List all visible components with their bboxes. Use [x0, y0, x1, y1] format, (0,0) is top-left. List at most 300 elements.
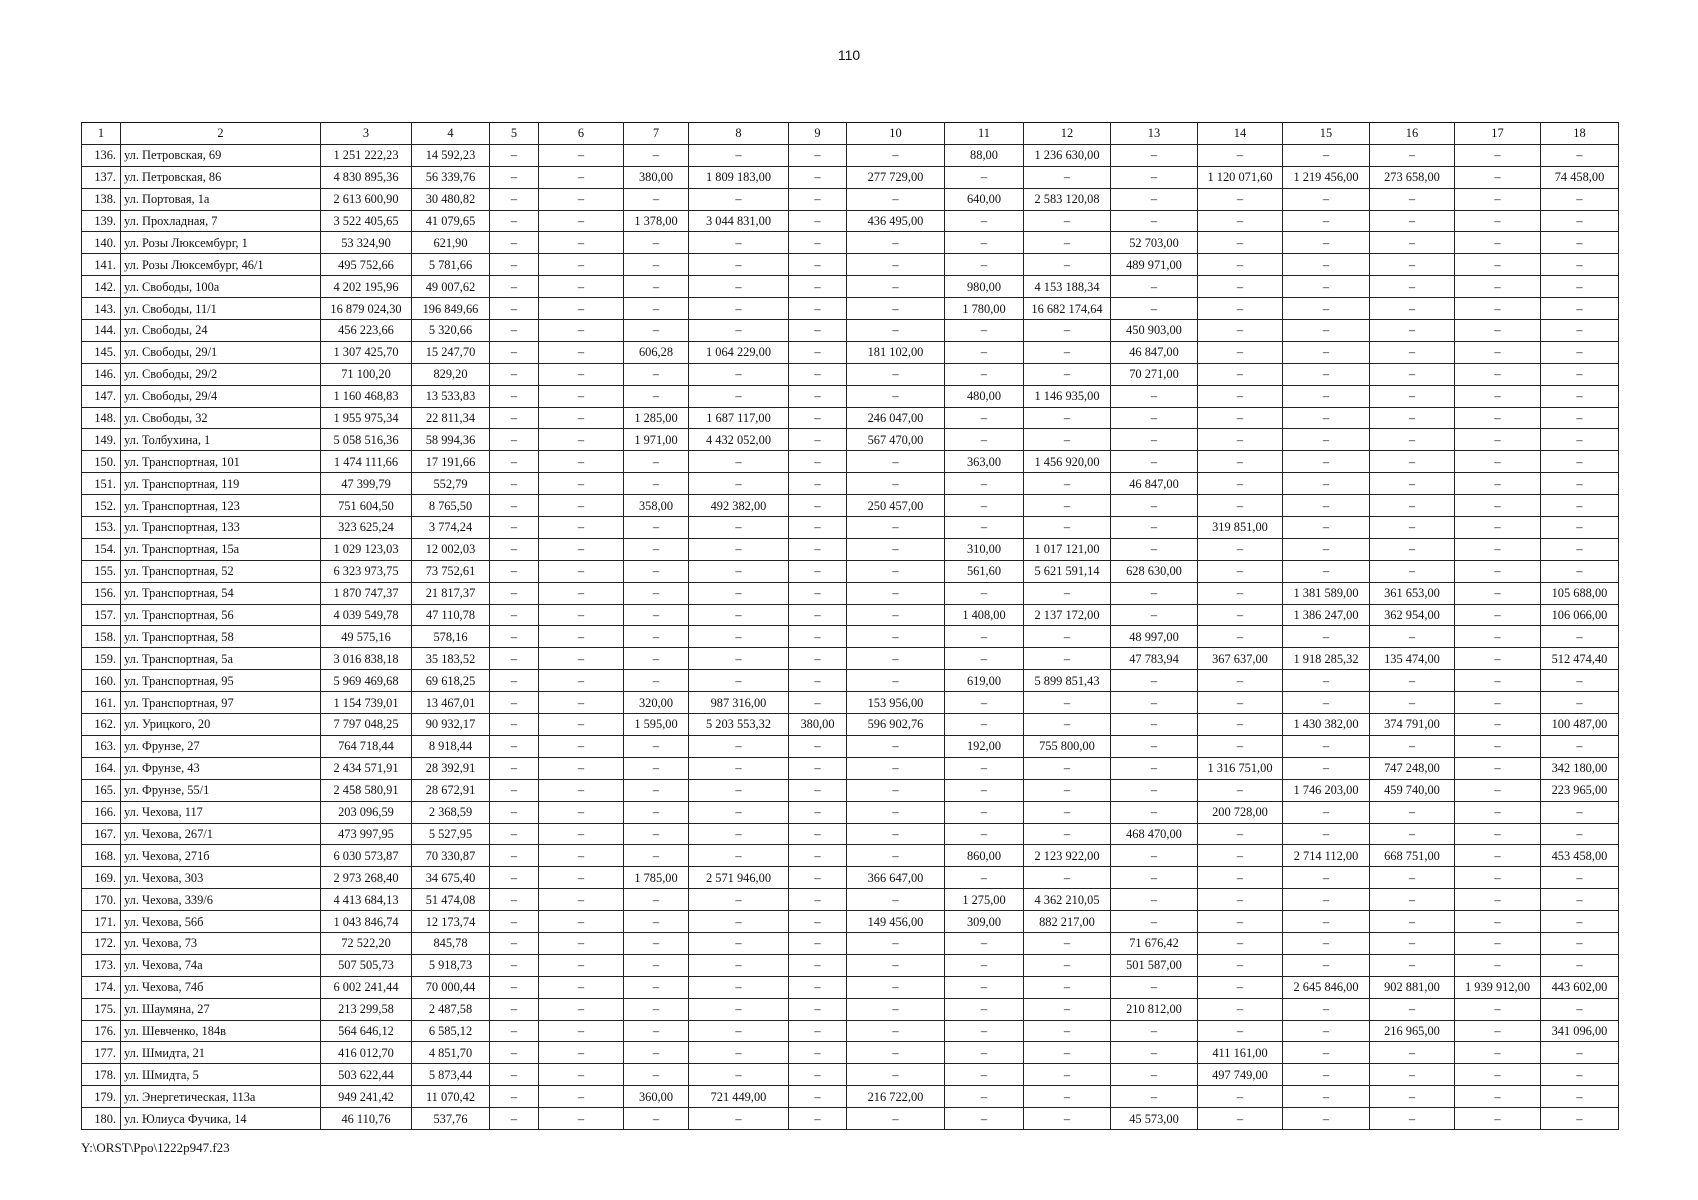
address-cell: ул. Чехова, 117 [121, 801, 321, 823]
value-cell: – [1541, 626, 1619, 648]
value-cell: 41 079,65 [412, 210, 490, 232]
value-cell: – [1283, 735, 1370, 757]
value-cell: – [1283, 911, 1370, 933]
value-cell: – [490, 363, 539, 385]
value-cell: 1 120 071,60 [1198, 166, 1283, 188]
value-cell: 6 585,12 [412, 1020, 490, 1042]
value-cell: – [539, 692, 624, 714]
column-header: 13 [1111, 123, 1198, 145]
row-number-cell: 139. [82, 210, 121, 232]
address-cell: ул. Транспортная, 5а [121, 648, 321, 670]
address-cell: ул. Петровская, 69 [121, 144, 321, 166]
value-cell: – [1198, 626, 1283, 648]
value-cell: 22 811,34 [412, 407, 490, 429]
row-number-cell: 160. [82, 670, 121, 692]
value-cell: 497 749,00 [1198, 1064, 1283, 1086]
value-cell: – [1283, 363, 1370, 385]
value-cell: – [1111, 276, 1198, 298]
value-cell: – [1541, 495, 1619, 517]
value-cell: – [689, 757, 789, 779]
value-cell: 2 123 922,00 [1024, 845, 1111, 867]
value-cell: – [1111, 735, 1198, 757]
value-cell: – [1455, 1020, 1541, 1042]
value-cell: – [624, 757, 689, 779]
address-cell: ул. Энергетическая, 113а [121, 1086, 321, 1108]
value-cell: 2 458 580,91 [321, 779, 412, 801]
value-cell: 1 307 425,70 [321, 341, 412, 363]
value-cell: – [847, 670, 945, 692]
value-cell: – [539, 473, 624, 495]
value-cell: – [490, 1086, 539, 1108]
row-number-cell: 146. [82, 363, 121, 385]
value-cell: – [490, 451, 539, 473]
value-cell: – [1198, 779, 1283, 801]
value-cell: 755 800,00 [1024, 735, 1111, 757]
value-cell: 628 630,00 [1111, 560, 1198, 582]
value-cell: – [1370, 144, 1455, 166]
table-row [82, 407, 1619, 429]
column-header: 4 [412, 123, 490, 145]
value-cell: – [624, 626, 689, 648]
row-number-cell: 164. [82, 757, 121, 779]
value-cell: – [1283, 517, 1370, 539]
row-number-cell: 147. [82, 385, 121, 407]
value-cell: – [1455, 757, 1541, 779]
row-number-cell: 175. [82, 998, 121, 1020]
value-cell: – [1198, 495, 1283, 517]
value-cell: – [539, 1042, 624, 1064]
value-cell: – [1198, 998, 1283, 1020]
table-row [82, 1042, 1619, 1064]
row-number-cell: 157. [82, 604, 121, 626]
value-cell: 28 392,91 [412, 757, 490, 779]
value-cell: 1 386 247,00 [1283, 604, 1370, 626]
table-row [82, 385, 1619, 407]
value-cell: – [1455, 385, 1541, 407]
column-header: 1 [82, 123, 121, 145]
value-cell: – [1111, 604, 1198, 626]
value-cell: – [1283, 1064, 1370, 1086]
value-cell: 73 752,61 [412, 560, 490, 582]
value-cell: – [490, 648, 539, 670]
value-cell: – [1198, 714, 1283, 736]
value-cell: – [1455, 1108, 1541, 1130]
value-cell: – [624, 976, 689, 998]
value-cell: – [490, 1020, 539, 1042]
value-cell: 49 575,16 [321, 626, 412, 648]
value-cell: 480,00 [945, 385, 1024, 407]
table-row [82, 1064, 1619, 1086]
value-cell: – [1024, 626, 1111, 648]
value-cell: – [1198, 954, 1283, 976]
value-cell: – [1455, 714, 1541, 736]
value-cell: – [945, 166, 1024, 188]
value-cell: – [1541, 473, 1619, 495]
value-cell: 149 456,00 [847, 911, 945, 933]
value-cell: – [689, 1064, 789, 1086]
value-cell: – [1111, 298, 1198, 320]
value-cell: – [789, 473, 847, 495]
value-cell: – [624, 298, 689, 320]
value-cell: – [1283, 889, 1370, 911]
column-header: 12 [1024, 123, 1111, 145]
value-cell: – [689, 1042, 789, 1064]
value-cell: – [689, 560, 789, 582]
table-row [82, 757, 1619, 779]
value-cell: – [1283, 1042, 1370, 1064]
table-row [82, 867, 1619, 889]
value-cell: – [624, 385, 689, 407]
value-cell: 2 434 571,91 [321, 757, 412, 779]
address-cell: ул. Транспортная, 15а [121, 538, 321, 560]
value-cell: – [1283, 495, 1370, 517]
value-cell: – [1283, 626, 1370, 648]
value-cell: 4 362 210,05 [1024, 889, 1111, 911]
value-cell: – [1283, 254, 1370, 276]
value-cell: – [539, 276, 624, 298]
value-cell: – [624, 582, 689, 604]
value-cell: – [490, 714, 539, 736]
value-cell: 47 110,78 [412, 604, 490, 626]
value-cell: – [1024, 954, 1111, 976]
value-cell: – [1541, 188, 1619, 210]
value-cell: – [1541, 254, 1619, 276]
value-cell: – [789, 1086, 847, 1108]
value-cell: 4 830 895,36 [321, 166, 412, 188]
value-cell: 106 066,00 [1541, 604, 1619, 626]
value-cell: 6 030 573,87 [321, 845, 412, 867]
value-cell: – [1283, 670, 1370, 692]
value-cell: 5 873,44 [412, 1064, 490, 1086]
value-cell: – [1455, 254, 1541, 276]
value-cell: – [1283, 407, 1370, 429]
value-cell: – [789, 298, 847, 320]
value-cell: – [1198, 845, 1283, 867]
value-cell: 216 722,00 [847, 1086, 945, 1108]
value-cell: 1 939 912,00 [1455, 976, 1541, 998]
address-register-table [81, 122, 1619, 1130]
table-row [82, 473, 1619, 495]
value-cell: – [1370, 517, 1455, 539]
value-cell: – [624, 254, 689, 276]
value-cell: – [945, 714, 1024, 736]
value-cell: – [847, 1064, 945, 1086]
value-cell: 1 971,00 [624, 429, 689, 451]
value-cell: 882 217,00 [1024, 911, 1111, 933]
value-cell: – [847, 517, 945, 539]
row-number-cell: 176. [82, 1020, 121, 1042]
value-cell: – [945, 582, 1024, 604]
value-cell: – [1111, 144, 1198, 166]
value-cell: – [1111, 582, 1198, 604]
value-cell: – [1024, 867, 1111, 889]
value-cell: 319 851,00 [1198, 517, 1283, 539]
value-cell: – [539, 801, 624, 823]
row-number-cell: 156. [82, 582, 121, 604]
value-cell: – [490, 1064, 539, 1086]
value-cell: 619,00 [945, 670, 1024, 692]
value-cell: 450 903,00 [1111, 320, 1198, 342]
value-cell: – [689, 188, 789, 210]
value-cell: 456 223,66 [321, 320, 412, 342]
value-cell: – [1283, 867, 1370, 889]
value-cell: – [1370, 889, 1455, 911]
value-cell: 1 064 229,00 [689, 341, 789, 363]
value-cell: – [1370, 341, 1455, 363]
value-cell: – [539, 976, 624, 998]
address-cell: ул. Свободы, 11/1 [121, 298, 321, 320]
value-cell: – [945, 1086, 1024, 1108]
value-cell: – [490, 604, 539, 626]
value-cell: 721 449,00 [689, 1086, 789, 1108]
value-cell: – [1541, 670, 1619, 692]
table-row [82, 582, 1619, 604]
value-cell: 210 812,00 [1111, 998, 1198, 1020]
address-cell: ул. Транспортная, 95 [121, 670, 321, 692]
value-cell: 1 870 747,37 [321, 582, 412, 604]
value-cell: – [1455, 429, 1541, 451]
value-cell: 47 783,94 [1111, 648, 1198, 670]
value-cell: – [539, 867, 624, 889]
value-cell: – [689, 232, 789, 254]
value-cell: – [539, 911, 624, 933]
value-cell: 1 378,00 [624, 210, 689, 232]
value-cell: – [1370, 538, 1455, 560]
table-row [82, 560, 1619, 582]
value-cell: 72 522,20 [321, 932, 412, 954]
value-cell: – [945, 1020, 1024, 1042]
value-cell: – [1541, 889, 1619, 911]
value-cell: – [945, 648, 1024, 670]
value-cell: 358,00 [624, 495, 689, 517]
value-cell: 492 382,00 [689, 495, 789, 517]
address-cell: ул. Прохладная, 7 [121, 210, 321, 232]
value-cell: 8 765,50 [412, 495, 490, 517]
value-cell: – [624, 1064, 689, 1086]
value-cell: – [847, 188, 945, 210]
value-cell: – [1541, 232, 1619, 254]
value-cell: – [1455, 495, 1541, 517]
value-cell: – [1455, 560, 1541, 582]
value-cell: – [789, 232, 847, 254]
address-cell: ул. Свободы, 29/2 [121, 363, 321, 385]
value-cell: – [1370, 210, 1455, 232]
value-cell: – [1455, 801, 1541, 823]
table-row [82, 932, 1619, 954]
value-cell: – [1283, 276, 1370, 298]
value-cell: – [1198, 188, 1283, 210]
address-cell: ул. Чехова, 74б [121, 976, 321, 998]
value-cell: 70 271,00 [1111, 363, 1198, 385]
value-cell: 13 467,01 [412, 692, 490, 714]
value-cell: – [1455, 648, 1541, 670]
value-cell: – [539, 889, 624, 911]
value-cell: 3 522 405,65 [321, 210, 412, 232]
value-cell: – [539, 1064, 624, 1086]
address-cell: ул. Свободы, 100а [121, 276, 321, 298]
value-cell: – [847, 845, 945, 867]
value-cell: – [490, 560, 539, 582]
value-cell: – [945, 1042, 1024, 1064]
value-cell: – [1455, 232, 1541, 254]
value-cell: – [1455, 363, 1541, 385]
value-cell: 2 137 172,00 [1024, 604, 1111, 626]
address-cell: ул. Шмидта, 5 [121, 1064, 321, 1086]
value-cell: – [539, 495, 624, 517]
value-cell: – [624, 363, 689, 385]
value-cell: – [945, 517, 1024, 539]
value-cell: – [689, 276, 789, 298]
value-cell: – [689, 451, 789, 473]
value-cell: 16 879 024,30 [321, 298, 412, 320]
address-cell: ул. Шмидта, 21 [121, 1042, 321, 1064]
value-cell: – [624, 473, 689, 495]
row-number-cell: 149. [82, 429, 121, 451]
value-cell: 578,16 [412, 626, 490, 648]
value-cell: – [1198, 1086, 1283, 1108]
value-cell: – [624, 1108, 689, 1130]
value-cell: – [1198, 429, 1283, 451]
value-cell: 16 682 174,64 [1024, 298, 1111, 320]
table-row [82, 210, 1619, 232]
value-cell: – [539, 779, 624, 801]
value-cell: – [624, 1020, 689, 1042]
value-cell: 223 965,00 [1541, 779, 1619, 801]
table-row [82, 845, 1619, 867]
value-cell: – [539, 823, 624, 845]
value-cell: – [1455, 604, 1541, 626]
column-number-header-row [82, 123, 1619, 145]
value-cell: – [1370, 692, 1455, 714]
value-cell: – [789, 451, 847, 473]
value-cell: – [847, 1108, 945, 1130]
value-cell: – [1111, 385, 1198, 407]
value-cell: – [624, 911, 689, 933]
value-cell: – [1455, 692, 1541, 714]
value-cell: – [624, 801, 689, 823]
value-cell: – [789, 670, 847, 692]
value-cell: 46 847,00 [1111, 473, 1198, 495]
value-cell: – [490, 341, 539, 363]
value-cell: – [1455, 954, 1541, 976]
value-cell: – [1198, 320, 1283, 342]
table-row [82, 889, 1619, 911]
value-cell: 668 751,00 [1370, 845, 1455, 867]
value-cell: – [624, 735, 689, 757]
value-cell: 5 969 469,68 [321, 670, 412, 692]
table-row [82, 429, 1619, 451]
value-cell: – [1541, 385, 1619, 407]
row-number-cell: 145. [82, 341, 121, 363]
row-number-cell: 179. [82, 1086, 121, 1108]
row-number-cell: 180. [82, 1108, 121, 1130]
value-cell: 213 299,58 [321, 998, 412, 1020]
row-number-cell: 155. [82, 560, 121, 582]
value-cell: – [945, 998, 1024, 1020]
value-cell: 1 236 630,00 [1024, 144, 1111, 166]
value-cell: 51 474,08 [412, 889, 490, 911]
value-cell: – [1541, 1108, 1619, 1130]
table-row [82, 517, 1619, 539]
value-cell: – [624, 670, 689, 692]
row-number-cell: 158. [82, 626, 121, 648]
value-cell: 153 956,00 [847, 692, 945, 714]
table-row [82, 320, 1619, 342]
value-cell: – [689, 1020, 789, 1042]
value-cell: 501 587,00 [1111, 954, 1198, 976]
value-cell: – [1370, 320, 1455, 342]
value-cell: – [847, 473, 945, 495]
value-cell: – [1024, 998, 1111, 1020]
value-cell: 4 413 684,13 [321, 889, 412, 911]
value-cell: – [1024, 779, 1111, 801]
table-row [82, 188, 1619, 210]
value-cell: 310,00 [945, 538, 1024, 560]
column-header: 10 [847, 123, 945, 145]
row-number-cell: 152. [82, 495, 121, 517]
value-cell: – [689, 604, 789, 626]
value-cell: – [689, 823, 789, 845]
value-cell: – [689, 670, 789, 692]
value-cell: – [490, 276, 539, 298]
address-cell: ул. Розы Люксембург, 1 [121, 232, 321, 254]
value-cell: 28 672,91 [412, 779, 490, 801]
value-cell: – [1541, 998, 1619, 1020]
value-cell: 1 160 468,83 [321, 385, 412, 407]
value-cell: 13 533,83 [412, 385, 490, 407]
value-cell: 1 285,00 [624, 407, 689, 429]
value-cell: – [847, 385, 945, 407]
value-cell: 374 791,00 [1370, 714, 1455, 736]
value-cell: – [945, 976, 1024, 998]
value-cell: – [1455, 298, 1541, 320]
value-cell: – [1198, 254, 1283, 276]
value-cell: – [1283, 757, 1370, 779]
value-cell: – [1541, 560, 1619, 582]
table-row [82, 1020, 1619, 1042]
value-cell: – [490, 692, 539, 714]
value-cell: – [1198, 976, 1283, 998]
value-cell: – [1541, 298, 1619, 320]
value-cell: – [539, 757, 624, 779]
value-cell: – [1024, 648, 1111, 670]
value-cell: – [1370, 385, 1455, 407]
value-cell: – [789, 166, 847, 188]
value-cell: – [1198, 823, 1283, 845]
value-cell: 1 219 456,00 [1283, 166, 1370, 188]
value-cell: 1 595,00 [624, 714, 689, 736]
column-header: 2 [121, 123, 321, 145]
value-cell: – [789, 889, 847, 911]
value-cell: – [490, 495, 539, 517]
value-cell: – [1455, 210, 1541, 232]
value-cell: – [847, 889, 945, 911]
value-cell: – [945, 954, 1024, 976]
value-cell: – [945, 495, 1024, 517]
value-cell: – [624, 998, 689, 1020]
address-cell: ул. Чехова, 271б [121, 845, 321, 867]
value-cell: – [1370, 867, 1455, 889]
value-cell: – [689, 538, 789, 560]
value-cell: – [1370, 276, 1455, 298]
value-cell: – [539, 298, 624, 320]
value-cell: 2 714 112,00 [1283, 845, 1370, 867]
value-cell: – [689, 144, 789, 166]
value-cell: 4 153 188,34 [1024, 276, 1111, 298]
value-cell: – [789, 867, 847, 889]
address-cell: ул. Шаумяна, 27 [121, 998, 321, 1020]
table-row [82, 166, 1619, 188]
